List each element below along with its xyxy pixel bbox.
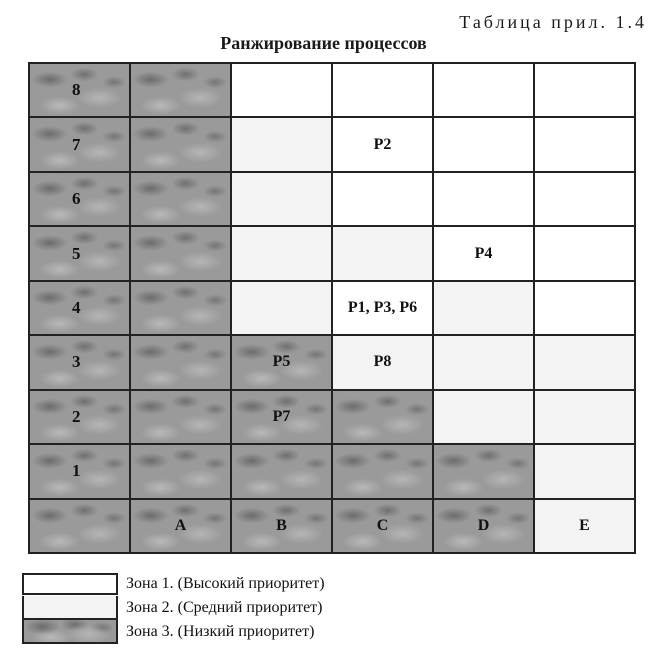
table-title-text: Ранжирование процессов xyxy=(220,33,427,53)
row-label-1: 1 xyxy=(30,445,129,497)
grid-cell xyxy=(131,391,230,443)
grid-cell xyxy=(333,227,432,279)
grid-cell xyxy=(535,173,634,225)
legend-label: Зона 1. (Высокий приоритет) xyxy=(126,575,325,592)
grid-cell xyxy=(232,64,331,116)
grid-cell xyxy=(333,64,432,116)
grid-cell xyxy=(232,227,331,279)
legend xyxy=(22,572,325,644)
grid-cell: P5 xyxy=(232,336,331,388)
grid-cell: P1, P3, P6 xyxy=(333,282,432,334)
legend-label: Зона 3. (Низкий приоритет) xyxy=(126,623,315,640)
grid-cell xyxy=(535,282,634,334)
grid-cell: P2 xyxy=(333,118,432,170)
grid-cell xyxy=(434,336,533,388)
grid-cell xyxy=(434,445,533,497)
grid-corner-cell xyxy=(30,500,129,552)
legend-swatch xyxy=(22,620,118,644)
grid-cell xyxy=(434,64,533,116)
column-label-d: D xyxy=(434,500,533,552)
grid-cell: P7 xyxy=(232,391,331,443)
legend-item-zone-1 xyxy=(22,572,325,596)
column-label-b: B xyxy=(232,500,331,552)
grid-cell xyxy=(434,118,533,170)
grid-cell xyxy=(131,118,230,170)
legend-item-zone-2 xyxy=(22,596,325,620)
grid-cell xyxy=(131,64,230,116)
row-label-7: 7 xyxy=(30,118,129,170)
row-label-4: 4 xyxy=(30,282,129,334)
grid-cell xyxy=(434,173,533,225)
grid-cell xyxy=(232,118,331,170)
grid-cell xyxy=(434,282,533,334)
grid-cell xyxy=(535,227,634,279)
row-label-2: 2 xyxy=(30,391,129,443)
grid-cell xyxy=(535,118,634,170)
priority-grid xyxy=(28,62,636,554)
grid-cell xyxy=(131,445,230,497)
legend-item-zone-3 xyxy=(22,620,325,644)
row-label-6: 6 xyxy=(30,173,129,225)
row-label-8: 8 xyxy=(30,64,129,116)
column-label-c: C xyxy=(333,500,432,552)
column-label-e: E xyxy=(535,500,634,552)
legend-swatch xyxy=(22,573,118,595)
grid-cell xyxy=(535,64,634,116)
grid-cell xyxy=(232,173,331,225)
row-label-3: 3 xyxy=(30,336,129,388)
grid-cell xyxy=(434,391,533,443)
grid-cell xyxy=(535,391,634,443)
grid-cell xyxy=(232,282,331,334)
grid-cell xyxy=(333,391,432,443)
legend-label: Зона 2. (Средний приоритет) xyxy=(126,599,323,616)
table-caption: Таблица прил. 1.4 xyxy=(459,12,647,32)
grid-cell xyxy=(131,336,230,388)
column-label-a: A xyxy=(131,500,230,552)
grid-cell xyxy=(333,445,432,497)
grid-cell xyxy=(535,445,634,497)
grid-cell xyxy=(131,173,230,225)
grid-cell: P8 xyxy=(333,336,432,388)
grid-cell xyxy=(333,173,432,225)
grid-cell xyxy=(232,445,331,497)
grid-cell: P4 xyxy=(434,227,533,279)
grid-cell xyxy=(535,336,634,388)
legend-swatch xyxy=(22,596,118,620)
row-label-5: 5 xyxy=(30,227,129,279)
grid-cell xyxy=(131,282,230,334)
table-title xyxy=(0,33,663,54)
grid-cell xyxy=(131,227,230,279)
